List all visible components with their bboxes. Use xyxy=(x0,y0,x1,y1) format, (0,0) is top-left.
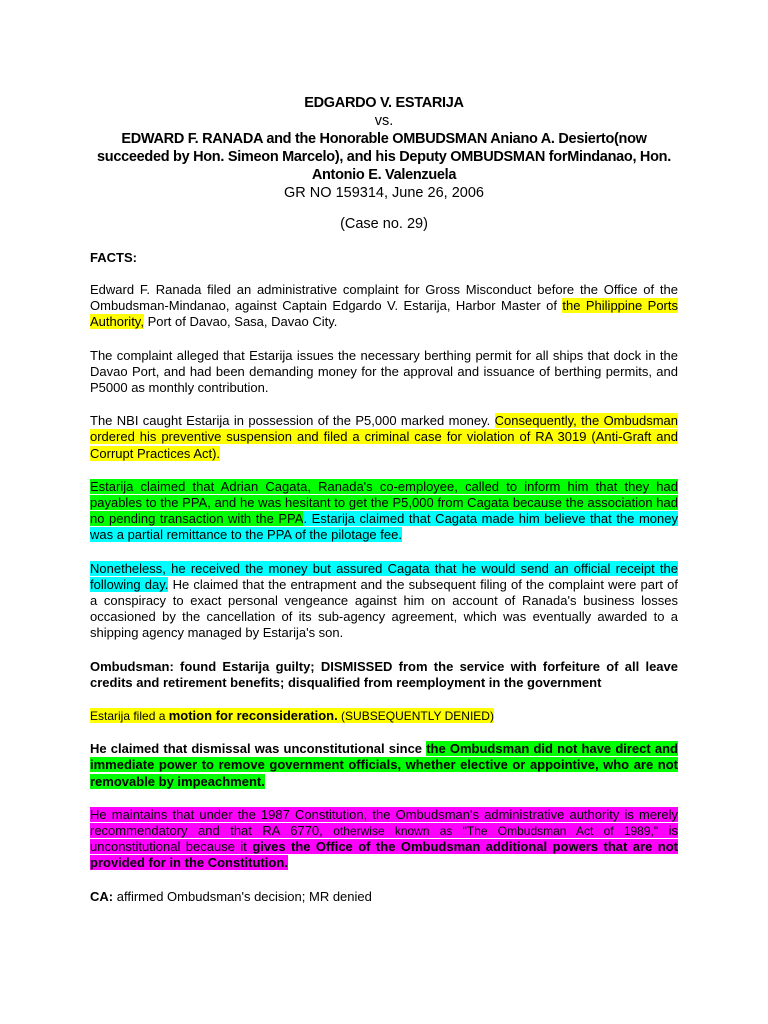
paragraph-maintains xyxy=(90,807,678,872)
p8-highlight: the Ombudsman did not have direct and immediate power to remove government officials, whether elective or appointive, who are not removable by impeachment. xyxy=(90,741,679,789)
p7-bold: motion for reconsideration. xyxy=(168,708,338,724)
respondents-line-3: Antonio E. Valenzuela xyxy=(311,167,457,183)
p9-bold-2: not provided for in the Constitution. xyxy=(90,839,678,871)
facts-heading: FACTS: xyxy=(90,250,137,265)
paragraph-allegation: The complaint alleged that Estarija issues the necessary berthing permit for all ships that dock in the Davao Port, and had been demanding money for the approval and issuance of berthing permits, and P5000 as monthly contribution. xyxy=(90,347,678,396)
p4-green-highlight: Estarija claimed that Adrian Cagata, Ranada's co-employee, called to inform him that they had payables to the PPA, and he was hesitant to get the P5,000 from Cagata because the association had no pending transaction with the PPA xyxy=(90,478,678,527)
p1-text-b: Port of Davao, Sasa, Davao City. xyxy=(143,314,338,330)
paragraph-motion xyxy=(90,708,678,724)
p3-highlight: Consequently, the Ombudsman ordered his preventive suspension and filed a criminal case for violation of RA 3019 (Anti-Graft and Corrupt Practices Act). xyxy=(90,413,678,461)
p9-highlight xyxy=(90,807,678,854)
p4-cyan-highlight: . Estarija claimed that Cagata made him believe that the money was a partial remittance to the PPA of the pilotage fee. xyxy=(90,511,678,543)
p7-text-c: (SUBSEQUENTLY DENIED) xyxy=(337,709,494,724)
paragraph-nbi xyxy=(90,413,678,462)
p3-text-a: The NBI caught Estarija in possession of the P5,000 marked money. xyxy=(90,413,495,429)
paragraph-ombudsman-ruling: Ombudsman: found Estarija guilty; DISMISSED from the service with forfeiture of all leave credits and retirement benefits; disqualified from reemployment in the government xyxy=(90,658,678,690)
paragraph-unconstitutional-claim xyxy=(90,741,678,790)
ca-text: affirmed Ombudsman's decision; MR denied xyxy=(113,888,372,904)
paragraph-complaint xyxy=(90,282,678,331)
p9-text-b: is unconstitutional because it xyxy=(90,823,678,855)
case-header xyxy=(90,94,678,202)
p9-small: otherwise known as "The Ombudsman Act of 1989," xyxy=(333,824,659,839)
p5-cyan-highlight: Nonetheless, he received the money but assured Cagata that he would send an official receipt the following day. xyxy=(90,560,678,592)
p9-text-a: He maintains that under the 1987 Constitution, the Ombudsman's administrative authority is merely recommendatory and that RA 6770, xyxy=(90,806,678,839)
paragraph-received-money xyxy=(90,561,678,642)
gr-number: GR NO 159314, June 26, 2006 xyxy=(284,185,484,201)
p1-highlight: the Philippine Ports Authority, xyxy=(90,298,678,330)
p7-text-a: Estarija filed a xyxy=(90,709,169,724)
p7-highlight xyxy=(90,708,494,723)
respondents-line-1: EDWARD F. RANADA and the Honorable OMBUDSMAN Aniano A. Desierto(now xyxy=(121,131,647,147)
p9-bold-1: gives the Office of the Ombudsman additional powers that are xyxy=(252,839,658,855)
case-number: (Case no. 29) xyxy=(340,216,428,232)
petitioner-name: EDGARDO V. ESTARIJA xyxy=(304,95,464,111)
ca-label: CA: xyxy=(90,888,114,904)
respondents-line-2: succeeded by Hon. Simeon Marcelo), and his Deputy OMBUDSMAN forMindanao, Hon. xyxy=(97,149,671,165)
p1-text-a: Edward F. Ranada filed an administrative complaint for Gross Misconduct before the Office of the Ombudsman-Mindanao, against Captain Edgardo V. Estarija, Harbor Master of xyxy=(90,282,678,314)
paragraph-ca xyxy=(90,889,678,905)
p8-text-a: He claimed that dismissal was unconstitutional since xyxy=(90,741,427,757)
paragraph-cagata-claim xyxy=(90,479,678,544)
document-page xyxy=(90,94,678,905)
p5-text: He claimed that the entrapment and the subsequent filing of the complaint were part of a conspiracy to exact personal vengeance against him on account of Ranada's business losses occasioned by the cancellation of its sub-agency agreement, which was eventually awarded to a shipping agency managed by Estarija's son. xyxy=(90,576,678,641)
versus-label: vs. xyxy=(374,113,394,129)
